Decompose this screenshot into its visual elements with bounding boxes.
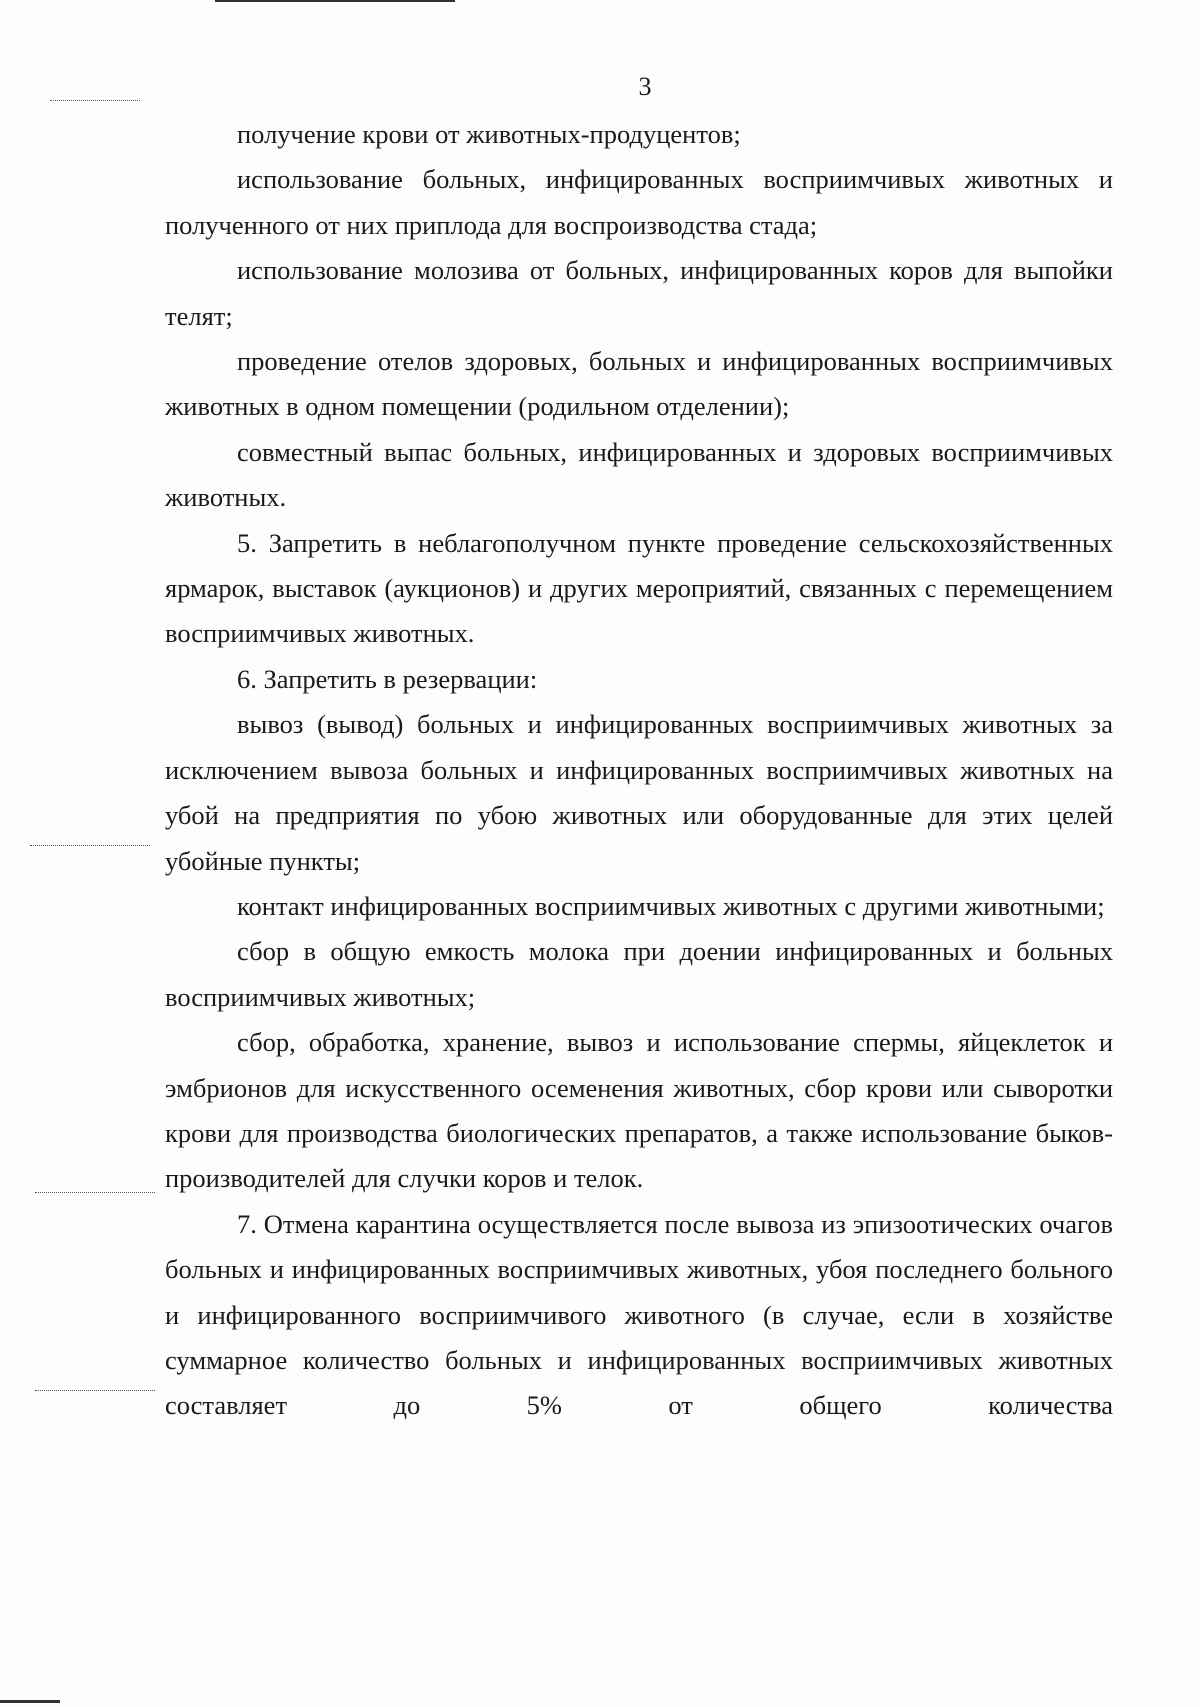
paragraph: совместный выпас больных, инфицированных и здоровых восприимчивых животных.	[165, 436, 1113, 513]
paragraph: 7. Отмена карантина осуществляется после вывоза из эпизоотических очагов больных и инфицированных восприимчивых животных, убоя последнего больного и инфицированного восприимчивого животного (в случае, если в хозяйстве суммарное количество больных и инфицированных восприимчивых животных составляет до 5% от общего количества	[165, 1208, 1113, 1421]
document-body	[165, 112, 1113, 1429]
scan-edge-bottom	[0, 1700, 60, 1703]
paragraph: получение крови от животных-продуцентов;	[237, 119, 741, 149]
paragraph: проведение отелов здоровых, больных и инфицированных восприимчивых животных в одном помещении (родильном отделении);	[165, 346, 1113, 422]
scan-mark	[30, 845, 150, 846]
paragraph: 6. Запретить в резервации:	[237, 663, 538, 694]
paragraph: сбор, обработка, хранение, вывоз и использование спермы, яйцеклеток и эмбрионов для искусственного осеменения животных, сбор крови или сыворотки крови для производства биологических препаратов, а также использование быков-производителей для случки коров и телок.	[165, 1027, 1113, 1194]
paragraph: вывоз (вывод) больных и инфицированных восприимчивых животных за исключением вывоза больных и инфицированных восприимчивых животных на убой на предприятия по убою животных или оборудованные для этих целей убойные пункты;	[165, 709, 1113, 876]
paragraph: использование больных, инфицированных восприимчивых животных и полученного от них приплода для воспроизводства стада;	[165, 164, 1113, 240]
paragraph: 5. Запретить в неблагополучном пункте проведение сельскохозяйственных ярмарок, выставок (аукционов) и других мероприятий, связанных с перемещением восприимчивых животных.	[165, 527, 1113, 649]
page-number: 3	[638, 72, 652, 101]
paragraph: сбор в общую емкость молока при доении инфицированных и больных восприимчивых животных;	[165, 936, 1113, 1012]
paragraph: использование молозива от больных, инфицированных коров для выпойки телят;	[165, 255, 1113, 331]
scan-mark	[35, 1390, 155, 1391]
paragraph: контакт инфицированных восприимчивых животных с другими животными;	[237, 890, 1105, 921]
scan-mark	[35, 1192, 155, 1193]
scan-edge-top	[215, 0, 455, 2]
